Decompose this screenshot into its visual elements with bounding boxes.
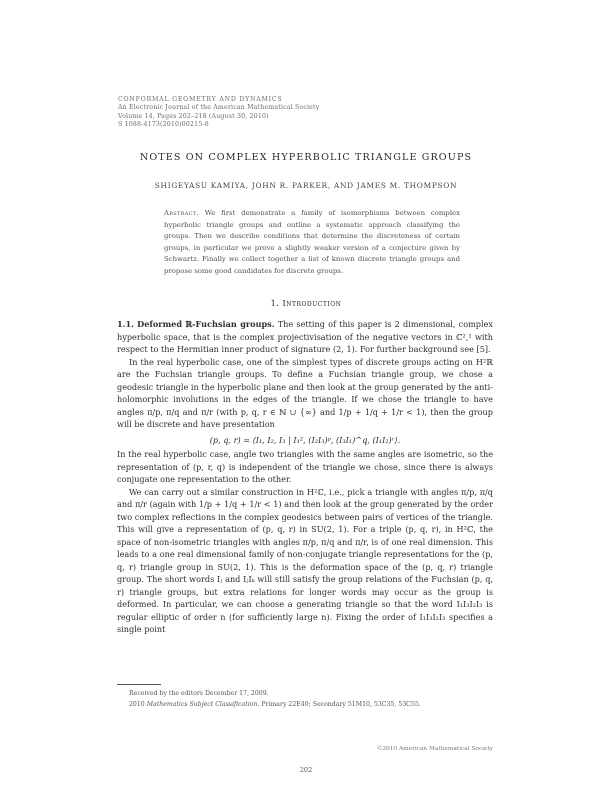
section-number: 1. (270, 298, 280, 308)
paragraph-1 (117, 318, 493, 356)
journal-publisher: An Electronic Journal of the American Mathematical Society (118, 104, 320, 112)
copyright-notice: ©2010 American Mathematical Society (376, 746, 493, 752)
page-number: 202 (299, 766, 313, 774)
journal-header (118, 96, 498, 130)
paragraph-3: In the real hyperbolic case, angle two triangles with the same angles are isometric, so the representation of (p, r, q) is independent of the triangle we chose, since there is always conjugate one representation to the other. (117, 449, 493, 484)
journal-name: CONFORMAL GEOMETRY AND DYNAMICS (118, 96, 283, 103)
journal-issn: S 1088-4173(2010)00215-8 (118, 121, 209, 129)
paragraph-1-text: The setting of this paper is 2 dimensional, complex hyperbolic space, that is the complex projectivisation of the negative vectors in ℂ²,¹ with respect to the Hermitian inner product of signature (2, 1). For further background see [5]. (117, 319, 493, 354)
body-text (117, 318, 493, 636)
abstract-text: We first demonstrate a family of isomorphisms between complex hyperbolic triangle groups and outline a systematic approach classifying the groups. Then we describe conditions that determine the discreteness of certain groups, in particular we prove a slightly weaker version of a conjecture given by Schwartz. Finally we collect together a list of known discrete triangle groups and propose some good candidates for discrete groups. (164, 209, 460, 275)
footnote-msc-label: Mathematics Subject Classification. (146, 700, 260, 708)
paragraph-2: In the real hyperbolic case, one of the simplest types of discrete groups acting on H²ℝ are the Fuchsian triangle groups. To define a Fuchsian triangle group, we chose a geodesic triangle in the hyperbolic plane and then look at the group generated by the anti-holomorphic involutions in the edges of the triangle. If we chose the triangle to have angles π/p, π/q and π/r (with p, q, r ∈ ℕ ∪ {∞} and 1/p + 1/q + 1/r < 1), then the group will be discrete and have presentation (117, 356, 493, 429)
footnote-rule (117, 684, 161, 685)
abstract-label: Abstract. (164, 209, 199, 217)
presentation-equation: (p, q, r) = ⟨I₁, I₂, I₃ | I₁², (I₂I₃)ᵖ, (I₃I₁)^q, (I₁I₂)ʳ⟩. (209, 434, 401, 445)
subsection-number: 1.1. (117, 319, 134, 329)
footnotes (117, 689, 493, 710)
section-title: Introduction (282, 298, 342, 308)
subsection-title: Deformed ℝ-Fuchsian groups. (137, 319, 275, 329)
footnote-msc-codes: Primary 22E40; Secondary 51M10, 53C35, 53C55. (259, 700, 421, 708)
paragraph-4: We can carry out a similar construction in H²ℂ, i.e., pick a triangle with angles π/p, π/q and π/r (again with 1/p + 1/q + 1/r < 1) and then look at the group generated by the order two complex reflections in the complex geodesics between pairs of vertices of the triangle. This will give a representation of (p, q, r) in SU(2, 1). For a triple (p, q, r), in H²ℂ, the space of non-isometric triangles with angles π/p, π/q and π/r, is of one real dimension. This leads to a one real dimensional family of non-conjugate triangle representations for the (p, q, r) triangle group in SU(2, 1). This is the deformation space of the (p, q, r) triangle group. The short words Iⱼ and IⱼIₖ will still satisfy the group relations of the Fuchsian (p, q, r) triangle groups, but extra relations for longer words may occur as the group is deformed. In particular, we can choose a generating triangle so that the word I₁I₃I₂I₃ is regular elliptic of order n (for sufficiently large n). Fixing the order of I₁I₃I₂I₃ specifies a single point (117, 486, 493, 634)
footnote-msc-prefix: 2010 (129, 700, 147, 708)
footnote-msc (117, 700, 493, 711)
section-heading (0, 298, 612, 308)
footnote-received: Received by the editors December 17, 2009. (129, 690, 269, 697)
journal-volume: Volume 14, Pages 202–218 (August 30, 2010) (118, 112, 269, 120)
paper-authors: SHIGEYASU KAMIYA, JOHN R. PARKER, AND JAMES M. THOMPSON (154, 181, 458, 190)
paper-title: NOTES ON COMPLEX HYPERBOLIC TRIANGLE GROUPS (139, 152, 473, 163)
abstract (164, 208, 460, 278)
